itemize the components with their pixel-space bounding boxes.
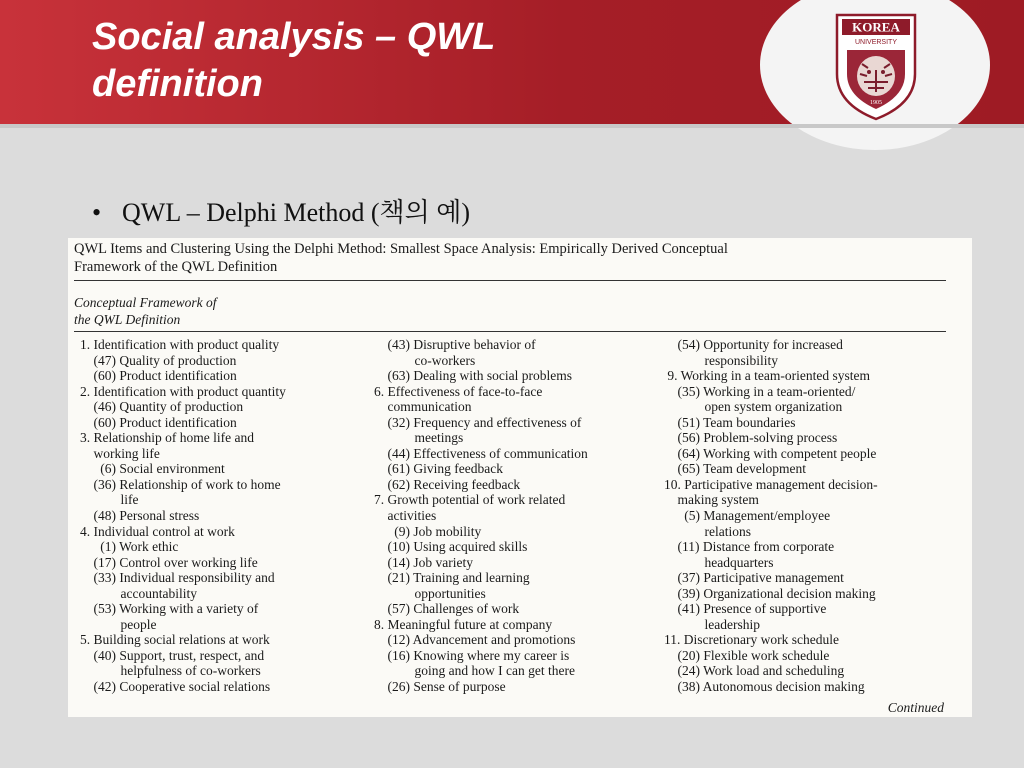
list-item: headquarters [664, 554, 774, 570]
logo-text-korea: KOREA [852, 19, 900, 35]
list-item: (10) Using acquired skills [374, 539, 528, 555]
list-item: (60) Product identification [80, 414, 237, 430]
list-item: 4. Individual control at work [80, 523, 235, 539]
list-item: 11. Discretionary work schedule [664, 632, 839, 648]
logo-year: 1905 [870, 100, 882, 106]
slide-title [92, 14, 732, 108]
list-item: (41) Presence of supportive [664, 601, 827, 617]
list-item: making system [664, 492, 759, 508]
table-title-line2: Framework of the QWL Definition [74, 259, 278, 275]
korea-university-logo [834, 12, 918, 122]
list-item: life [80, 492, 139, 508]
list-item: (35) Working in a team-oriented/ [664, 383, 856, 399]
list-item: responsibility [664, 352, 778, 368]
list-item: (53) Working with a variety of [80, 601, 259, 617]
top-rule [74, 280, 946, 281]
framework-heading-line1: Conceptual Framework of [74, 295, 217, 310]
scanned-table-image [68, 238, 972, 717]
column-1 [80, 337, 380, 695]
list-item: 3. Relationship of home life and [80, 430, 254, 446]
list-item: (14) Job variety [374, 554, 473, 570]
list-item: opportunities [374, 585, 486, 601]
list-item: 5. Building social relations at work [80, 632, 270, 648]
list-item: (43) Disruptive behavior of [374, 337, 536, 352]
list-item: (51) Team boundaries [664, 414, 796, 430]
list-item: activities [374, 508, 437, 524]
list-item: accountability [80, 585, 197, 601]
list-item: (47) Quality of production [80, 352, 237, 368]
list-item: (64) Working with competent people [664, 445, 877, 461]
list-item: (65) Team development [664, 461, 807, 477]
list-item: (36) Relationship of work to home [80, 476, 281, 492]
list-item: (56) Problem-solving process [664, 430, 838, 446]
list-item: (57) Challenges of work [374, 601, 520, 617]
list-item: (16) Knowing where my career is [374, 647, 570, 663]
list-item: (44) Effectiveness of communication [374, 445, 588, 461]
list-item: (38) Autonomous decision making [664, 679, 865, 695]
logo-text-university: UNIVERSITY [854, 39, 898, 46]
list-item: (61) Giving feedback [374, 461, 503, 477]
list-item: (39) Organizational decision making [664, 585, 876, 601]
list-item: 10. Participative management decision- [664, 476, 878, 492]
bullet-text: QWL – Delphi Method (책의 예) [122, 198, 471, 227]
list-item: open system organization [664, 399, 843, 415]
bullet-dot: • [92, 198, 102, 227]
list-item: (20) Flexible work schedule [664, 647, 830, 663]
list-item: (60) Product identification [80, 368, 237, 384]
table-title-line1: QWL Items and Clustering Using the Delphi Method: Smallest Space Analysis: Empirically Derived Conceptual [74, 241, 728, 257]
column-2 [374, 337, 674, 695]
framework-heading-line2: the QWL Definition [74, 312, 181, 327]
list-item: (62) Receiving feedback [374, 476, 521, 492]
header-divider [0, 124, 1024, 128]
list-item: co-workers [374, 352, 476, 368]
list-item: (24) Work load and scheduling [664, 663, 845, 679]
slide-title-line2: definition [92, 63, 263, 105]
list-item: working life [80, 445, 160, 461]
list-item: communication [374, 399, 472, 415]
list-item: (26) Sense of purpose [374, 679, 506, 695]
bullet-item [92, 192, 470, 229]
list-item: 8. Meaningful future at company [374, 616, 553, 632]
mid-rule [74, 331, 946, 332]
list-item: (54) Opportunity for increased [664, 337, 843, 352]
list-item: 7. Growth potential of work related [374, 492, 566, 508]
list-item: (21) Training and learning [374, 570, 530, 586]
list-item: leadership [664, 616, 760, 632]
list-item: (6) Social environment [80, 461, 225, 477]
list-item: 9. Working in a team-oriented system [664, 368, 870, 384]
column-3 [664, 337, 964, 695]
list-item: (40) Support, trust, respect, and [80, 647, 265, 663]
list-item: (11) Distance from corporate [664, 539, 835, 555]
list-item: people [80, 616, 157, 632]
list-item: (32) Frequency and effectiveness of [374, 414, 582, 430]
continued-note: Continued [887, 700, 944, 715]
table-title [74, 240, 954, 276]
list-item: (63) Dealing with social problems [374, 368, 572, 384]
list-item: going and how I can get there [374, 663, 575, 679]
list-item: helpfulness of co-workers [80, 663, 261, 679]
list-item: (48) Personal stress [80, 508, 200, 524]
list-item: (1) Work ethic [80, 539, 179, 555]
slide-title-line1: Social analysis – QWL [92, 16, 496, 58]
list-item: 6. Effectiveness of face-to-face [374, 383, 543, 399]
framework-heading [74, 294, 216, 328]
list-item: (33) Individual responsibility and [80, 570, 275, 586]
list-item: (9) Job mobility [374, 523, 482, 539]
list-item: (17) Control over working life [80, 554, 258, 570]
list-item: 2. Identification with product quantity [80, 383, 286, 399]
list-item: (46) Quantity of production [80, 399, 244, 415]
list-item: meetings [374, 430, 464, 446]
list-item: (42) Cooperative social relations [80, 679, 271, 695]
list-item: (37) Participative management [664, 570, 844, 586]
list-item: (12) Advancement and promotions [374, 632, 576, 648]
list-item: relations [664, 523, 751, 539]
list-item: 1. Identification with product quality [80, 337, 280, 352]
list-item: (5) Management/employee [664, 508, 831, 524]
